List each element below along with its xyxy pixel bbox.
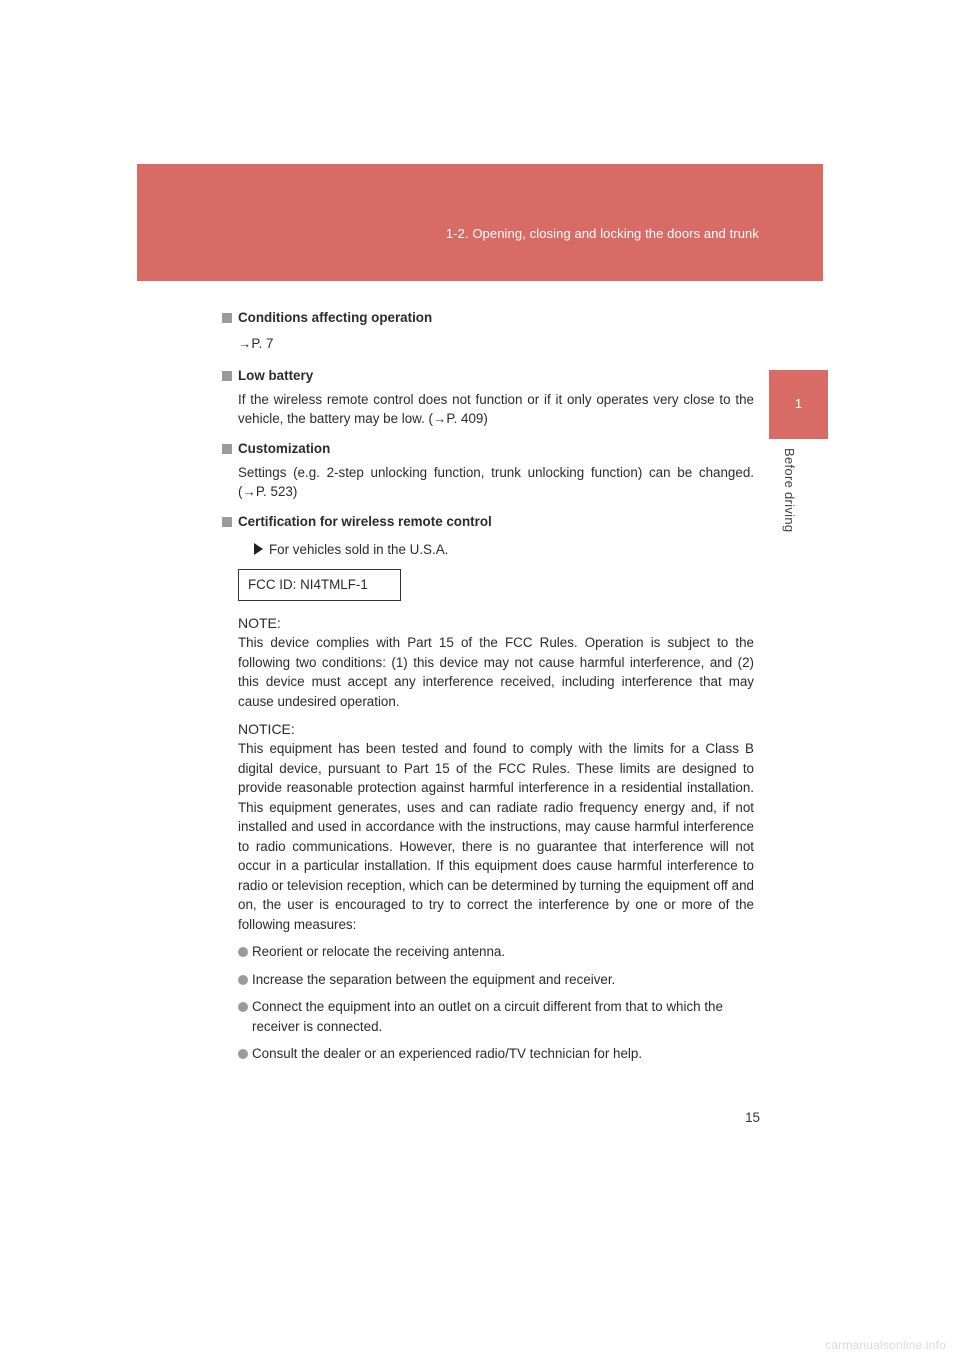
low-battery-text: If the wireless remote control does not function or if it only operates very close to the vehicle, the battery may be low. (→P. 409) [238,391,754,426]
region-item [222,540,754,560]
circle-bullet-icon [238,1002,248,1012]
main-content [222,306,754,1072]
heading-certification: Certification for wireless remote control [222,510,754,534]
heading-low-battery: Low battery [222,364,754,388]
circle-bullet-icon [238,947,248,957]
watermark[interactable]: carmanualsonline.info [825,1338,946,1352]
list-item: Connect the equipment into an outlet on a circuit different from that to which the receiver is connected. [238,997,754,1036]
list-item: Increase the separation between the equipment and receiver. [238,970,754,990]
square-bullet-icon [222,444,232,454]
customization-text: Settings (e.g. 2-step unlocking function, trunk unlocking function) can be changed. (→P. 523) [238,464,754,499]
region-label: For vehicles sold in the U.S.A. [269,541,449,557]
header-band [137,164,823,281]
chapter-tab[interactable] [769,370,828,439]
circle-bullet-icon [238,975,248,985]
conditions-page-ref[interactable]: →P. 7 [238,336,274,351]
chapter-label: Before driving [782,448,797,533]
measures-list [222,942,754,1064]
notice-title: NOTICE: [238,721,295,737]
circle-bullet-icon [238,1049,248,1059]
square-bullet-icon [222,517,232,527]
fcc-id-box: FCC ID: NI4TMLF-1 [238,569,401,601]
note-title: NOTE: [238,615,281,631]
page-number: 15 [745,1110,760,1125]
list-item: Consult the dealer or an experienced radio/TV technician for help. [238,1044,754,1064]
chapter-number: 1 [794,396,803,411]
note-text: This device complies with Part 15 of the FCC Rules. Operation is subject to the following two conditions: (1) this device may not cause harmful interference, and (2) this device must accept any interference received, including interference that may cause undesired operation. [238,635,754,709]
square-bullet-icon [222,313,232,323]
notice-text: This equipment has been tested and found to comply with the limits for a Class B digital device, pursuant to Part 15 of the FCC Rules. These limits are designed to provide reasonable protection against harmful interference in a residential installation. This equipment generates, uses and can radiate radio frequency energy and, if not installed and used in accordance with the instructions, may cause harmful interference to radio communications. However, there is no guarantee that interference will not occur in a particular installation. If this equipment does cause harmful interference to radio or television reception, which can be determined by turning the equipment off and on, the user is encouraged to try to correct the interference by one or more of the following measures: [238,741,754,932]
square-bullet-icon [222,371,232,381]
triangle-arrow-icon [254,543,263,555]
heading-conditions: Conditions affecting operation [222,306,754,330]
heading-customization: Customization [222,437,754,461]
list-item: Reorient or relocate the receiving antenna. [238,942,754,962]
section-title: 1-2. Opening, closing and locking the doors and trunk [445,226,759,241]
